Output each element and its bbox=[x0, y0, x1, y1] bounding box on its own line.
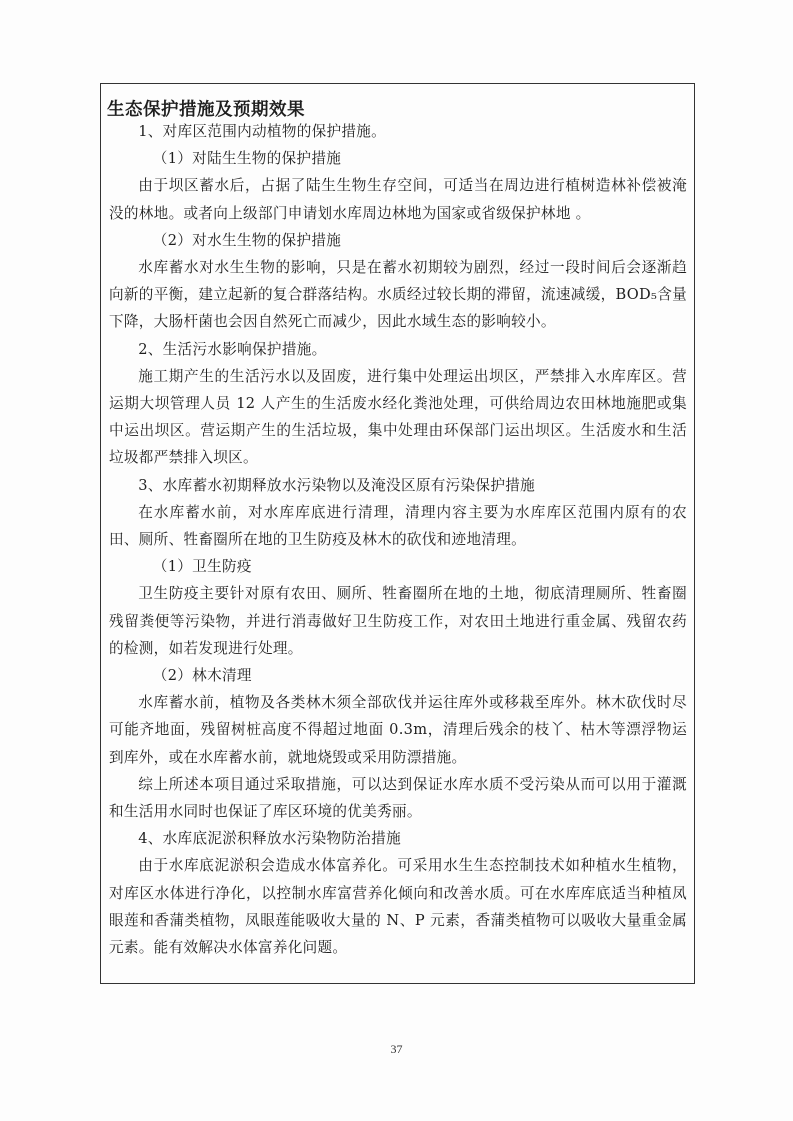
page-number: 37 bbox=[390, 1042, 403, 1056]
subheading: （1）卫生防疫 bbox=[152, 558, 252, 576]
body-paragraph: 水库蓄水前，植物及各类林木须全部砍伐并运往库外或移栽至库外。林木砍伐时尽可能齐地面，残留树桩高度不得超过地面 0.3m，清理后残余的枝丫、枯木等漂浮物运到库外，或在水库蓄水前，就地烧毁或采用防漂措施。 bbox=[109, 694, 687, 766]
numbered-heading: 3、水库蓄水初期释放水污染物以及淹没区原有污染保护措施 bbox=[138, 476, 536, 494]
body-paragraph: 综上所述本项目通过采取措施，可以达到保证水库水质不受污染从而可以用于灌溉和生活用水同时也保证了库区环境的优美秀丽。 bbox=[109, 775, 687, 821]
section-title: 生态保护措施及预期效果 bbox=[107, 100, 305, 120]
subheading: （2）林木清理 bbox=[152, 667, 252, 685]
body-content bbox=[109, 118, 687, 961]
numbered-heading: 1、对库区范围内动植物的保护措施。 bbox=[138, 123, 387, 140]
numbered-heading: 4、水库底泥淤积释放水污染物防治措施 bbox=[138, 830, 401, 848]
body-paragraph: 由于水库底泥淤积会造成水体富养化。可采用水生生态控制技术如种植水生植物，对库区水体进行净化，以控制水库富营养化倾向和改善水质。可在水库库底适当种植凤眼莲和香蒲类植物，凤眼莲能吸收大量的 N、P 元素，香蒲类植物可以吸收大量重金属元素。能有效解决水体富养化问题。 bbox=[109, 857, 687, 957]
numbered-heading: 2、生活污水影响保护措施。 bbox=[138, 340, 327, 358]
body-paragraph: 由于坝区蓄水后，占据了陆生生物生存空间，可适当在周边进行植树造林补偿被淹没的林地。或者向上级部门申请划水库周边林地为国家或省级保护林地 。 bbox=[109, 177, 687, 222]
body-paragraph: 卫生防疫主要针对原有农田、厕所、牲畜圈所在地的土地，彻底清理厕所、牲畜圈残留粪便等污染物，并进行消毒做好卫生防疫工作，对农田土地进行重金属、残留农药的检测，如若发现进行处理。 bbox=[109, 585, 687, 657]
content-frame bbox=[100, 83, 695, 984]
body-paragraph: 在水库蓄水前，对水库库底进行清理，清理内容主要为水库库区范围内原有的农田、厕所、牲畜圈所在地的卫生防疫及林木的砍伐和迹地清理。 bbox=[109, 503, 687, 549]
body-paragraph: 施工期产生的生活污水以及固废，进行集中处理运出坝区，严禁排入水库库区。营运期大坝管理人员 12 人产生的生活废水经化粪池处理，可供给周边农田林地施肥或集中运出坝区。营运期产生的生活垃圾，集中处理由环保部门运出坝区。生活废水和生活垃圾都严禁排入坝区。 bbox=[109, 367, 687, 467]
subheading: （2）对水生生物的保护措施 bbox=[152, 231, 342, 249]
subheading: （1）对陆生生物的保护措施 bbox=[152, 150, 342, 168]
body-paragraph: 水库蓄水对水生生物的影响，只是在蓄水初期较为剧烈，经过一段时间后会逐渐趋向新的平衡，建立起新的复合群落结构。水质经过较长期的滞留，流速减缓，BOD₅含量下降，大肠杆菌也会因自然死亡而减少，因此水域生态的影响较小。 bbox=[109, 259, 687, 331]
